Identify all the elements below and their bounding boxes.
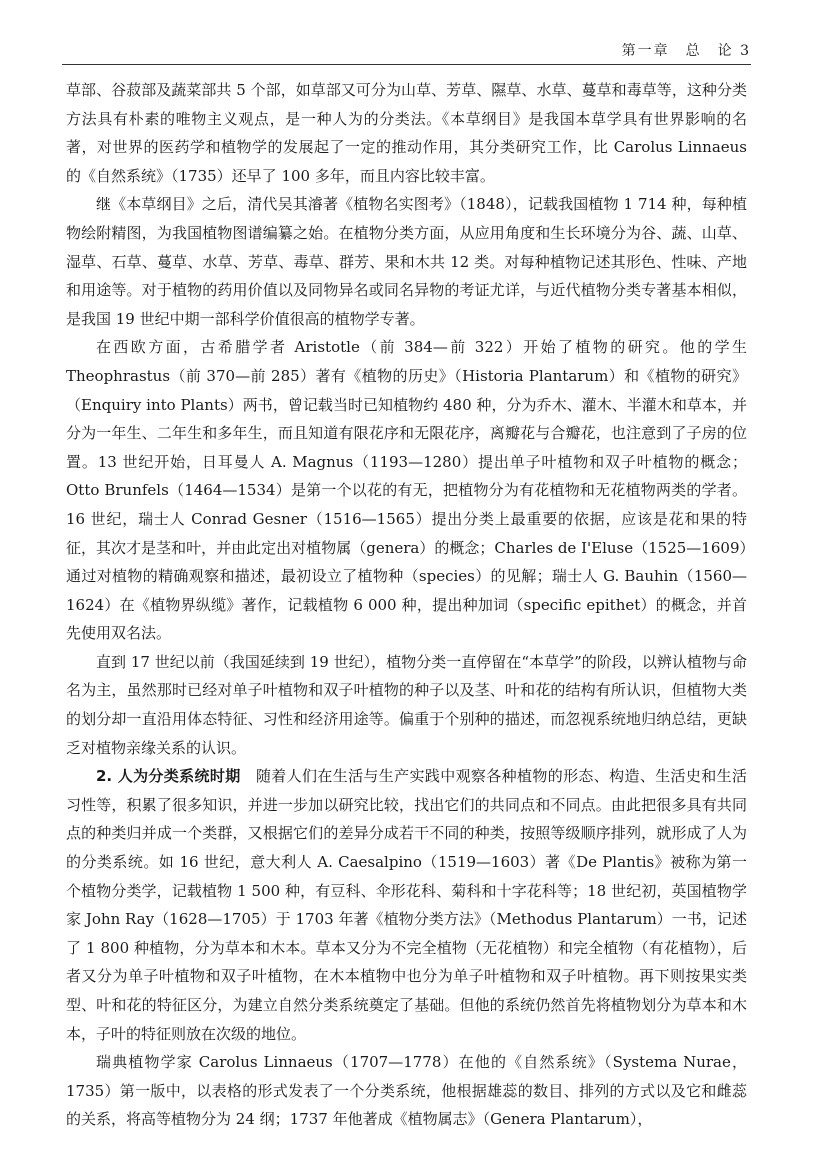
paragraph-wu-qijun: 继《本草纲目》之后，清代吴其濬著《植物名实图考》（1848），记载我国植物 1 714 种，每种植物绘附精图，为我国植物图谱编纂之始。在植物分类方面，从应用角度和生长环境分为谷、蔬、山草、湿草、石草、蔓草、水草、芳草、毒草、群芳、果和木共 12 类。对每种植物记述其形色、性味、产地和用途等。对于植物的药用价值以及同物异名或同名异物的考证尤详，与近代植物分类专著基本相似，是我国 19 世纪中期一部科学价值很高的植物学专著。 [66, 195, 747, 328]
paragraph-artificial-system [66, 762, 747, 1048]
header-divider [62, 64, 751, 65]
section-body: 随着人们在生活与生产实践中观察各种植物的形态、构造、生活史和生活习性等，积累了很多知识，并进一步加以研究比较，找出它们的共同点和不同点。由此把很多具有共同点的种类归并成一个类群，又根据它们的差异分成若干不同的种类，按照等级顺序排列，就形成了人为的分类系统。如 16 世纪，意大利人 A. Caesalpino（1519—1603）著《De Plantis》被称为第一个植物分类学，记载植物 1 500 种，有豆科、伞形花科、菊科和十字花科等；18 世纪初，英国植物学家 John Ray（1628—1705）于 1703 年著《植物分类方法》（Methodus Plantarum）一书，记述了 1 800 种植物，分为草本和木本。草本又分为不完全植物（无花植物）和完全植物（有花植物），后者又分为单子叶植物和双子叶植物，在木本植物中也分为单子叶植物和双子叶植物。再下则按果实类型、叶和花的特征区分，为建立自然分类系统奠定了基础。但他的系统仍然首先将植物划分为草本和木本，子叶的特征则放在次级的地位。 [66, 767, 747, 1043]
section-heading: 2. 人为分类系统时期 [96, 767, 241, 786]
running-title: 第一章 总 论 [621, 43, 734, 59]
page-number: 3 [740, 43, 751, 59]
running-header [622, 40, 751, 60]
paragraph-western-europe: 在西欧方面，古希腊学者 Aristotle（前 384—前 322）开始了植物的研究。他的学生 Theophrastus（前 370—前 285）著有《植物的历史》（Historia Plantarum）和《植物的研究》（Enquiry into Plants）两书，曾记载当时已知植物约 480 种，分为乔木、灌木、半灌木和草本，并分为一年生、二年生和多年生，而且知道有限花序和无限花序，离瓣花与合瓣花，也注意到了子房的位置。13 世纪开始，日耳曼人 A. Magnus（1193—1280）提出单子叶植物和双子叶植物的概念；Otto Brunfels（1464—1534）是第一个以花的有无，把植物分为有花植物和无花植物两类的学者。16 世纪，瑞士人 Conrad Gesner（1516—1565）提出分类上最重要的依据，应该是花和果的特征，其次才是茎和叶，并由此定出对植物属（genera）的概念；Charles de I'Eluse（1525—1609）通过对植物的精确观察和描述，最初设立了植物种（species）的见解；瑞士人 G. Bauhin（1560—1624）在《植物界纵缆》著作，记载植物 6 000 种，提出种加词（specific epithet）的概念，并首先使用双名法。 [66, 338, 747, 643]
page-body [66, 76, 747, 1134]
paragraph-continued: 草部、谷菽部及蔬菜部共 5 个部，如草部又可分为山草、芳草、隰草、水草、蔓草和毒草等，这种分类方法具有朴素的唯物主义观点，是一种人为的分类法。《本草纲目》是我国本草学具有世界影响的名著，对世界的医药学和植物学的发展起了一定的推动作用，其分类研究工作，比 Carolus Linnaeus 的《自然系统》（1735）还早了 100 多年，而且内容比较丰富。 [66, 81, 747, 185]
paragraph-linnaeus: 瑞典植物学家 Carolus Linnaeus（1707—1778）在他的《自然系统》（Systema Nurae，1735）第一版中，以表格的形式发表了一个分类系统，他根据雄蕊的数目、排列的方式以及它和雌蕊的关系，将高等植物分为 24 纲；1737 年他著成《植物属志》（Genera Plantarum）， [66, 1053, 747, 1129]
paragraph-herbalism-stage: 直到 17 世纪以前（我国延续到 19 世纪），植物分类一直停留在“本草学”的阶段，以辨认植物与命名为主，虽然那时已经对单子叶植物和双子叶植物的种子以及茎、叶和花的结构有所认识，但植物大类的划分却一直沿用体态特征、习性和经济用途等。偏重于个别种的描述，而忽视系统地归纳总结，更缺乏对植物亲缘关系的认识。 [66, 652, 747, 757]
